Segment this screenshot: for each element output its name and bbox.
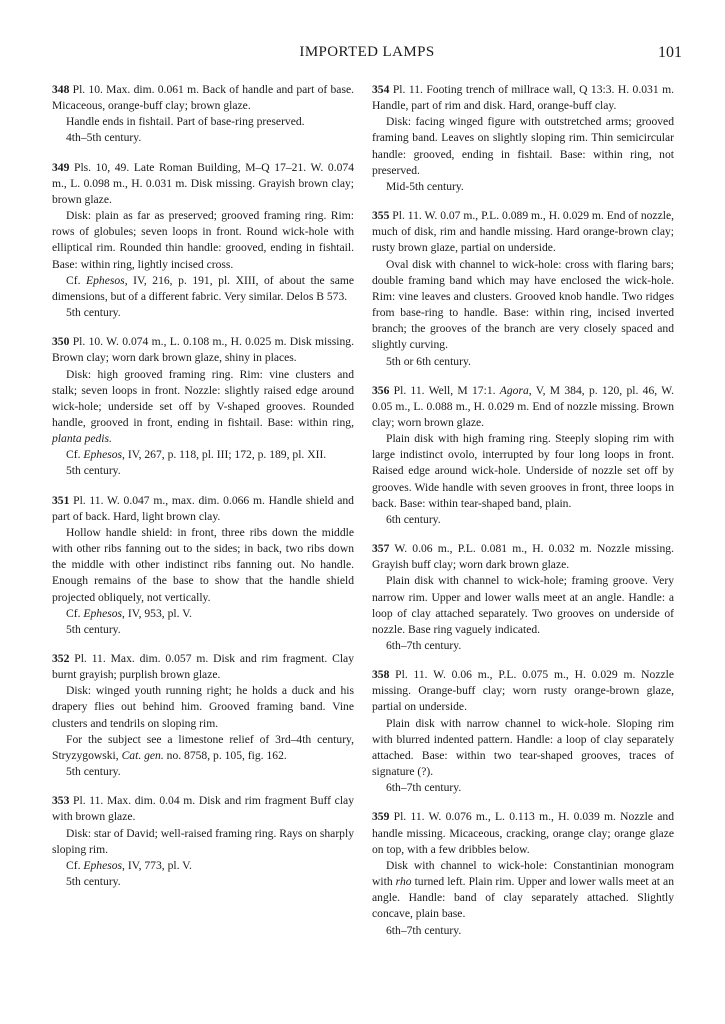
entry-heading-text: Pl. 10. W. 0.074 m., L. 0.108 m., H. 0.025 m. Disk missing. Brown clay; worn dark brown glaze, shiny in places. xyxy=(52,335,354,365)
entry-description: Disk: plain as far as preserved; grooved framing ring. Rim: rows of globules; seven loops in front. Round wick-hole with elliptical rim. Rounded thin handle: grooved, ending in fishtail. Base: within ring, lightly incised cross. xyxy=(52,209,354,271)
entry-number: 358 xyxy=(372,668,390,682)
entry-description xyxy=(372,858,674,923)
entry-heading xyxy=(372,667,674,715)
entry-heading-text: Pl. 11. W. 0.076 m., L. 0.113 m., H. 0.039 m. Nozzle and handle missing. Micaceous, cracking, orange clay; orange glaze on top, with a few dribbles below. xyxy=(372,810,674,856)
comparison-prefix: Cf. xyxy=(66,606,84,620)
entry-date: 4th–5th century. xyxy=(66,131,142,145)
description-rest: turned left. Plain rim. Upper and lower walls meet at an angle. Handle: band of clay separately attached. Slightly concave, plain base. xyxy=(372,875,674,921)
page-header xyxy=(52,44,682,68)
comparison-prefix: Cf. xyxy=(66,448,84,462)
catalog-entry-349 xyxy=(52,160,354,322)
entry-date: 5th or 6th century. xyxy=(386,354,471,368)
comparison-reference: , IV, 267, p. 118, pl. III; 172, p. 189, pl. XII. xyxy=(122,448,327,462)
entry-heading-text: Pl. 11. Max. dim. 0.057 m. Disk and rim fragment. Clay burnt grayish; purplish brown glaze. xyxy=(52,652,354,682)
entry-description: Plain disk with channel to wick-hole; framing groove. Very narrow rim. Upper and lower walls meet at an angle. Handle: a loop of clay attached separately. Two grooves on underside of nozzle. Base ring vaguely indicated. xyxy=(372,574,674,636)
entry-comparison xyxy=(52,273,354,305)
entry-heading xyxy=(52,82,354,114)
catalog-entry-354 xyxy=(372,82,674,195)
entry-heading xyxy=(52,651,354,683)
entry-number: 351 xyxy=(52,493,70,507)
entry-description: Handle ends in fishtail. Part of base-ring preserved. xyxy=(66,115,305,129)
comparison-title: Ephesos xyxy=(83,606,123,620)
entry-heading-text: Pls. 10, 49. Late Roman Building, M–Q 17–21. W. 0.074 m., L. 0.098 m., H. 0.031 m. Disk missing. Grayish brown clay; brown glaze. xyxy=(52,160,355,206)
note-reference: no. 8758, p. 105, fig. 162. xyxy=(163,748,287,762)
description-text: Disk with channel to wick-hole: Constantinian monogram with xyxy=(372,858,674,889)
entry-heading-text: Pl. 11. Max. dim. 0.04 m. Disk and rim fragment Buff clay with brown glaze. xyxy=(52,794,354,824)
catalog-entry-348 xyxy=(52,82,354,147)
comparison-title: Ephesos xyxy=(83,858,123,872)
entry-number: 355 xyxy=(372,209,390,223)
left-column xyxy=(52,82,354,903)
entry-number: 359 xyxy=(372,810,390,824)
entry-heading-text: Pl. 11. Footing trench of millrace wall, Q 13:3. H. 0.031 m. Handle, part of rim and disk. Hard, orange-buff clay. xyxy=(372,83,674,113)
entry-description: Disk: winged youth running right; he holds a duck and his drapery flies out behind him. Grooved framing band. Vine clusters and tendrils on sloping rim. xyxy=(52,684,354,730)
comparison-reference: , IV, 216, p. 191, pl. XIII, of about the same dimensions, but of a different fabric. Very similar. Delos B 573. xyxy=(52,273,355,303)
entry-heading xyxy=(372,383,674,431)
running-title: IMPORTED LAMPS xyxy=(299,44,435,60)
entry-description: Hollow handle shield: in front, three ribs down the middle with other ribs fanning out to the sides; in back, two ribs down the middle with other indistinct ribs fanning out. No handle. Enough remains of the base to show that the handle shield projected obliquely, not vertically. xyxy=(52,525,354,604)
entry-heading-text: Pl. 11. Well, M 17:1. xyxy=(393,383,500,397)
note-italic: Cat. gen. xyxy=(121,748,164,762)
catalog-entry-359 xyxy=(372,809,674,938)
entry-date: 6th–7th century. xyxy=(386,781,462,795)
note-text: For the subject see a limestone relief of 3rd–4th century, Stryzygowski, xyxy=(52,732,354,762)
description-text: Disk: high grooved framing ring. Rim: vine clusters and stalk; seven loops in front. Nozzle: slightly raised edge around wick-hole; underside set off by V-shaped grooves. Rounded handle, grooved in front, ending in fishtail. Base: within ring, xyxy=(52,367,354,429)
catalog-entry-357 xyxy=(372,541,674,654)
comparison-prefix: Cf. xyxy=(66,858,84,872)
comparison-reference: , IV, 953, pl. V. xyxy=(122,606,192,620)
entry-description: Disk: facing winged figure with outstretched arms; grooved framing band. Leaves on slightly sloping rim. Thin semicircular handle: grooved, ending in fishtail. Base: within ring, not preserved. xyxy=(372,115,674,177)
heading-italic: Agora xyxy=(499,383,529,397)
catalog-entry-352 xyxy=(52,651,354,780)
entry-heading xyxy=(372,82,674,114)
entry-heading xyxy=(372,208,674,256)
entry-heading xyxy=(372,541,674,573)
entry-heading xyxy=(52,793,354,825)
catalog-entry-353 xyxy=(52,793,354,890)
entry-heading-text: Pl. 11. W. 0.07 m., P.L. 0.089 m., H. 0.029 m. End of nozzle, much of disk, rim and handle missing. Hard orange-brown clay; rusty brown glaze, partial on underside. xyxy=(372,209,674,255)
entry-number: 356 xyxy=(372,383,390,397)
entry-comparison xyxy=(52,858,354,874)
entry-date: 5th century. xyxy=(66,622,121,636)
description-italic: planta pedis. xyxy=(52,432,112,446)
entry-heading xyxy=(52,334,354,366)
comparison-reference: , IV, 773, pl. V. xyxy=(122,858,192,872)
entry-number: 354 xyxy=(372,83,390,96)
catalog-entry-350 xyxy=(52,334,354,479)
entry-comparison xyxy=(52,447,354,463)
entry-date: 5th century. xyxy=(66,765,121,779)
entry-heading xyxy=(52,493,354,525)
entry-description: Plain disk with narrow channel to wick-hole. Sloping rim with blurred indented pattern. Handle: a loop of clay separately attached. Base: within two tear-shaped grooves, traces of signature (?). xyxy=(372,716,674,779)
entry-heading-text: Pl. 11. W. 0.047 m., max. dim. 0.066 m. Handle shield and part of back. Hard, light brown clay. xyxy=(52,493,354,523)
entry-date: 6th century. xyxy=(386,512,441,526)
entry-number: 348 xyxy=(52,83,70,96)
entry-heading-text: Pl. 10. Max. dim. 0.061 m. Back of handle and part of base. Micaceous, orange-buff clay; brown glaze. xyxy=(52,83,354,113)
entry-number: 353 xyxy=(52,794,70,808)
entry-heading xyxy=(372,809,674,857)
entry-heading-rest: , V, M 384, p. 120, pl. 46, W. 0.05 m., L. 0.088 m., H. 0.029 m. End of nozzle missing. Brown clay; worn brown glaze. xyxy=(372,383,674,429)
entry-number: 349 xyxy=(52,160,70,174)
comparison-title: Ephesos xyxy=(86,273,125,287)
entry-date: 5th century. xyxy=(66,464,121,478)
entry-heading xyxy=(52,160,354,208)
entry-heading-text: W. 0.06 m., P.L. 0.081 m., H. 0.032 m. Nozzle missing. Grayish buff clay; worn dark brown glaze. xyxy=(372,542,674,572)
entry-heading-text: Pl. 11. W. 0.06 m., P.L. 0.075 m., H. 0.029 m. Nozzle missing. Orange-buff clay; worn rusty orange-brown glaze, partial on underside. xyxy=(372,668,674,714)
page-number: 101 xyxy=(658,44,682,61)
comparison-title: Ephesos xyxy=(83,448,123,462)
catalog-entry-351 xyxy=(52,493,354,638)
entry-description: Disk: star of David; well-raised framing ring. Rays on sharply sloping rim. xyxy=(52,826,354,856)
entry-date: 6th–7th century. xyxy=(386,639,462,652)
catalog-entry-358 xyxy=(372,667,674,796)
catalog-entry-356 xyxy=(372,383,674,528)
entry-note xyxy=(52,732,354,764)
entry-comparison xyxy=(52,606,354,622)
entry-number: 352 xyxy=(52,652,70,665)
entry-date: 5th century. xyxy=(66,875,121,889)
catalog-entry-355 xyxy=(372,208,674,370)
description-italic: rho xyxy=(395,875,412,889)
entry-number: 350 xyxy=(52,335,70,349)
entry-date: 6th–7th century. xyxy=(386,923,462,937)
entry-date: 5th century. xyxy=(66,306,121,320)
entry-description: Plain disk with high framing ring. Steeply sloping rim with large indistinct ovolo, interrupted by four long loops in front. Raised edge around wick-hole. Underside of nozzle set off by grooves. Wide handle with seven grooves in front, three loops in back. Base: within tear-shaped band, plain. xyxy=(372,432,674,510)
entry-number: 357 xyxy=(372,542,390,556)
right-column xyxy=(372,82,674,952)
entry-date: Mid-5th century. xyxy=(386,179,464,193)
comparison-prefix: Cf. xyxy=(66,273,87,287)
entry-description: Oval disk with channel to wick-hole: cross with flaring bars; double framing band which may have enclosed the wick-hole. Rim: vine leaves and clusters. Grooved knob handle. Two ridges from base-ring to handle. Base: within ring, incised inverted branch; the grooves of the branch are very closely spaced and slightly curving. xyxy=(372,257,674,352)
entry-description xyxy=(52,367,354,448)
